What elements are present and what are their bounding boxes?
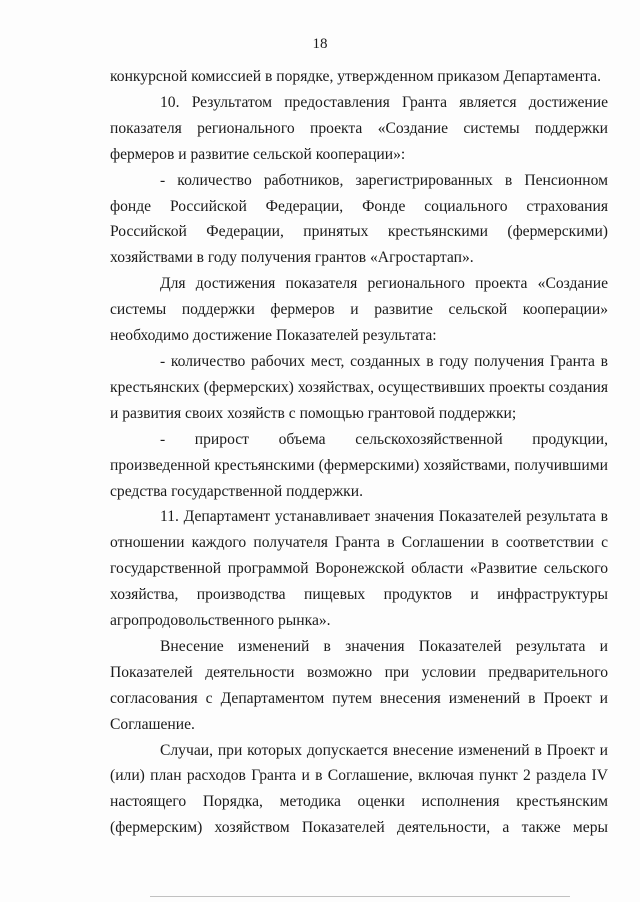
paragraph-changes-approval: Внесение изменений в значения Показателей результата и Показателей деятельности возможно при условии предварительного согласования с Департаментом путем внесения изменений в Проект и Соглашение. (110, 637, 608, 733)
paragraph-change-cases: Случаи, при которых допускается внесение изменений в Проект и (или) план расходов Гранта и в Соглашение, включая пункт 2 раздела IV настоящего Порядка, методика оценки исполнения крестьянским (фермерским) хозяйством Показателей деятельности, а также меры (110, 741, 608, 837)
document-body (110, 64, 608, 841)
paragraph-continuation: конкурсной комиссией в порядке, утвержденном приказом Департамента. (110, 68, 602, 85)
paragraph-clause-10: 10. Результатом предоставления Гранта является достижение показателя регионального проекта «Создание системы поддержки фермеров и развитие сельской кооперации»: (110, 93, 608, 163)
paragraph-indicator-jobs: - количество рабочих мест, созданных в году получения Гранта в крестьянских (фермерских) хозяйствах, осуществивших проекты создания и развития своих хозяйств с помощью грантовой поддержки; (110, 352, 608, 422)
paragraph-indicator-production-growth: - прирост объема сельскохозяйственной продукции, произведенной крестьянскими (фермерскими) хозяйствами, получившими средства государственной поддержки. (110, 430, 608, 500)
scan-bottom-edge (150, 896, 570, 897)
paragraph-indicator-workers: - количество работников, зарегистрированных в Пенсионном фонде Российской Федерации, Фонде социального страхования Российской Федерации, принятых крестьянскими (фермерскими) хозяйствами в году получения грантов «Агростартап». (110, 171, 608, 267)
page-number: 18 (312, 36, 328, 52)
paragraph-result-indicators-intro: Для достижения показателя регионального проекта «Создание системы поддержки фермеров и развитие сельской кооперации» необходимо достижение Показателей результата: (110, 275, 608, 345)
paragraph-clause-11: 11. Департамент устанавливает значения Показателей результата в отношении каждого получателя Гранта в Соглашении в соответствии с государственной программой Воронежской области «Развитие сельского хозяйства, производства пищевых продуктов и инфраструктуры агропродовольственного рынка». (110, 508, 608, 630)
